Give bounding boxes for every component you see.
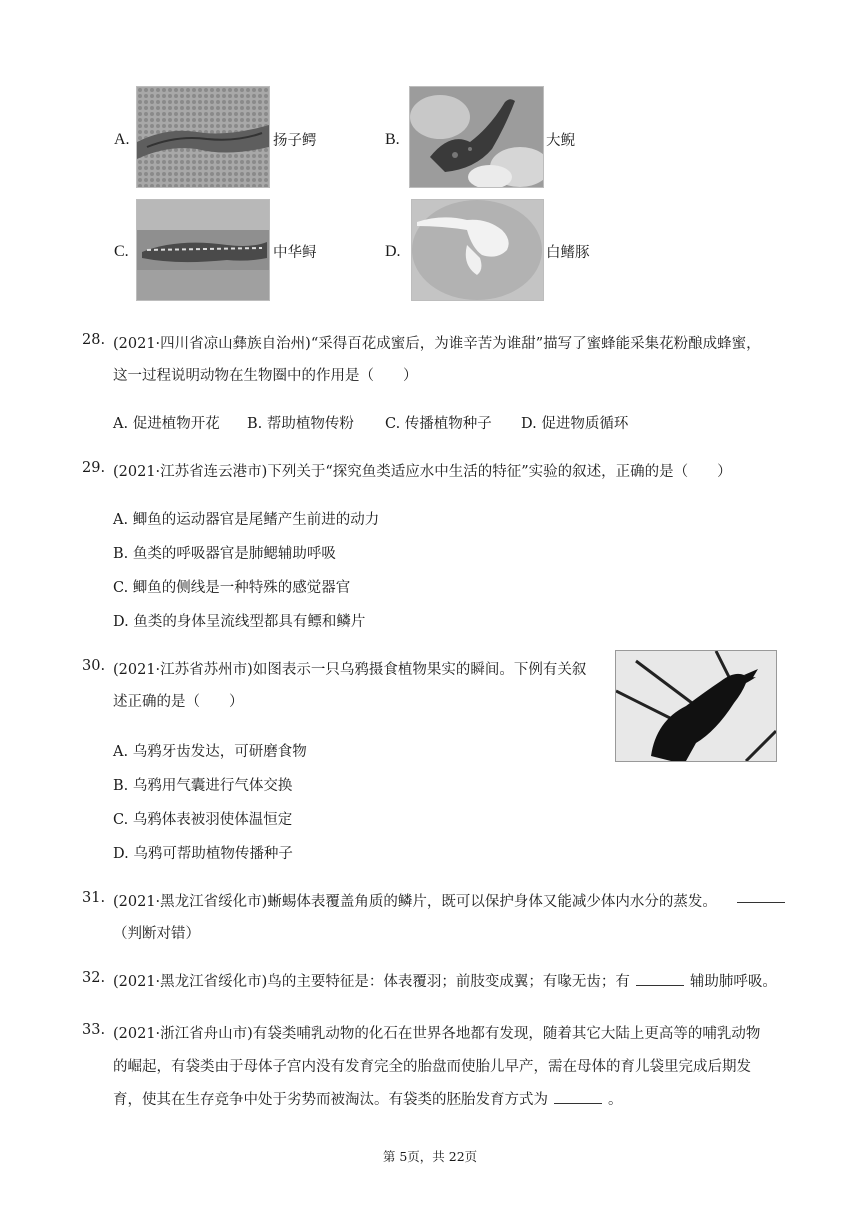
q29-option-c: C. 鲫鱼的侧线是一种特殊的感觉器官 xyxy=(113,580,351,596)
q32-number: 32. xyxy=(82,970,106,986)
q30-stem-line1: (2021·江苏省苏州市)如图表示一只乌鸦摄食植物果实的瞬间。下例有关叙 xyxy=(113,662,587,678)
option-d-letter: D. xyxy=(385,243,401,260)
q30-option-a: A. 乌鸦牙齿发达，可研磨食物 xyxy=(113,744,307,760)
q28-option-b: B. 帮助植物传粉 xyxy=(247,416,354,432)
alligator-image xyxy=(136,86,270,188)
q28-option-d: D. 促进物质循环 xyxy=(521,416,629,432)
q28-option-a: A. 促进植物开花 xyxy=(113,416,220,432)
crow-image xyxy=(615,650,777,762)
q33-stem-line3 xyxy=(113,1088,623,1109)
dolphin-image xyxy=(411,199,544,301)
q30-option-b: B. 乌鸦用气囊进行气体交换 xyxy=(113,778,293,794)
q29-option-a: A. 鲫鱼的运动器官是尾鳍产生前进的动力 xyxy=(113,512,380,528)
q28-stem-line1: (2021·四川省凉山彝族自治州)“采得百花成蜜后，为谁辛苦为谁甜”描写了蜜蜂能采集花粉酿成蜂蜜， xyxy=(113,336,761,352)
sturgeon-image xyxy=(136,199,270,301)
q29-option-d: D. 鱼类的身体呈流线型都具有鳔和鳞片 xyxy=(113,614,366,630)
q30-option-c: C. 乌鸦体表被羽使体温恒定 xyxy=(113,812,293,828)
q33-stem-line1: (2021·浙江省舟山市)有袋类哺乳动物的化石在世界各地都有发现，随着其它大陆上更高等的哺乳动物 xyxy=(113,1026,761,1042)
option-b-name: 大鲵 xyxy=(546,133,575,149)
q32-text-after: 辅助肺呼吸。 xyxy=(689,974,777,990)
q33-answer-blank[interactable] xyxy=(554,1091,602,1104)
option-a-name: 扬子鳄 xyxy=(273,133,317,149)
page-footer: 第 5页，共 22页 xyxy=(382,1149,478,1164)
option-c-letter: C. xyxy=(114,243,129,260)
q31-stem-line2: （判断对错） xyxy=(113,926,200,942)
q31-stem-line1: (2021·黑龙江省绥化市)蜥蜴体表覆盖角质的鳞片，既可以保护身体又能减少体内水分的蒸发。 xyxy=(113,894,717,910)
option-b-letter: B. xyxy=(385,131,400,148)
q30-number: 30. xyxy=(82,658,106,674)
option-a-letter: A. xyxy=(114,131,130,148)
q29-stem: (2021·江苏省连云港市)下列关于“探究鱼类适应水中生活的特征”实验的叙述，正确的是（ ） xyxy=(113,464,732,480)
q32-stem xyxy=(113,970,777,991)
q28-stem-line2: 这一过程说明动物在生物圈中的作用是（ ） xyxy=(113,368,418,384)
q32-answer-blank[interactable] xyxy=(636,973,684,986)
salamander-image xyxy=(409,86,544,188)
q32-text-before: (2021·黑龙江省绥化市)鸟的主要特征是：体表覆羽；前肢变成翼；有喙无齿；有 xyxy=(113,974,630,990)
q33-text-before: 育，使其在生存竞争中处于劣势而被淘汰。有袋类的胚胎发育方式为 xyxy=(113,1092,548,1108)
q28-number: 28. xyxy=(82,332,106,348)
q31-answer-blank[interactable] xyxy=(731,890,791,907)
q33-number: 33. xyxy=(82,1022,106,1038)
option-d-name: 白鳍豚 xyxy=(546,245,590,261)
q33-stem-line2: 的崛起，有袋类由于母体子宫内没有发育完全的胎盘而使胎儿早产，需在母体的育儿袋里完成后期发 xyxy=(113,1059,751,1075)
q29-number: 29. xyxy=(82,460,106,476)
q33-text-after: 。 xyxy=(608,1092,623,1108)
q31-number: 31. xyxy=(82,890,106,906)
option-c-name: 中华鲟 xyxy=(273,245,317,261)
q29-option-b: B. 鱼类的呼吸器官是肺鳃辅助呼吸 xyxy=(113,546,336,562)
q30-stem-line2: 述正确的是（ ） xyxy=(113,694,244,710)
q30-option-d: D. 乌鸦可帮助植物传播种子 xyxy=(113,846,293,862)
q28-option-c: C. 传播植物种子 xyxy=(385,416,492,432)
